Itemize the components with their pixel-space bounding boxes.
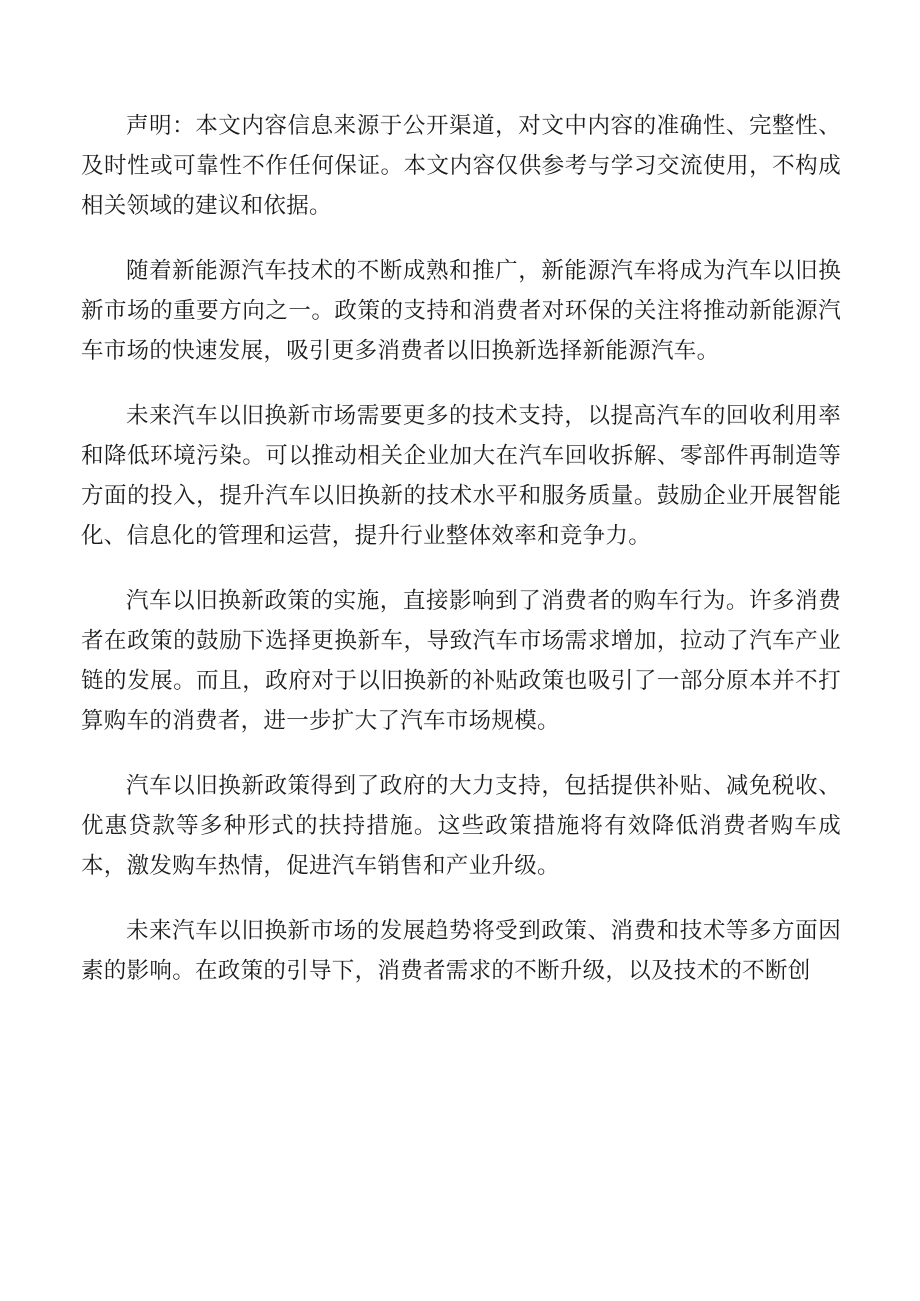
body-paragraph: 汽车以旧换新政策得到了政府的大力支持，包括提供补贴、减免税收、优惠贷款等多种形式的扶持措施。这些政策措施将有效降低消费者购车成本，激发购车热情，促进汽车销售和产业升级。 — [81, 773, 841, 879]
body-paragraph: 未来汽车以旧换新市场的发展趋势将受到政策、消费和技术等多方面因素的影响。在政策的引导下，消费者需求的不断升级，以及技术的不断创 — [81, 918, 841, 984]
body-paragraph: 未来汽车以旧换新市场需要更多的技术支持，以提高汽车的回收利用率和降低环境污染。可以推动相关企业加大在汽车回收拆解、零部件再制造等方面的投入，提升汽车以旧换新的技术水平和服务质量。鼓励企业开展智能化、信息化的管理和运营，提升行业整体效率和竞争力。 — [81, 403, 841, 549]
body-paragraph: 随着新能源汽车技术的不断成熟和推广，新能源汽车将成为汽车以旧换新市场的重要方向之一。政策的支持和消费者对环保的关注将推动新能源汽车市场的快速发展，吸引更多消费者以旧换新选择新能源汽车。 — [81, 258, 841, 364]
document-body — [81, 106, 841, 1016]
disclaimer-paragraph: 声明：本文内容信息来源于公开渠道，对文中内容的准确性、完整性、及时性或可靠性不作任何保证。本文内容仅供参考与学习交流使用，不构成相关领域的建议和依据。 — [81, 113, 841, 219]
body-paragraph: 汽车以旧换新政策的实施，直接影响到了消费者的购车行为。许多消费者在政策的鼓励下选择更换新车，导致汽车市场需求增加，拉动了汽车产业链的发展。而且，政府对于以旧换新的补贴政策也吸引了一部分原本并不打算购车的消费者，进一步扩大了汽车市场规模。 — [81, 588, 841, 734]
